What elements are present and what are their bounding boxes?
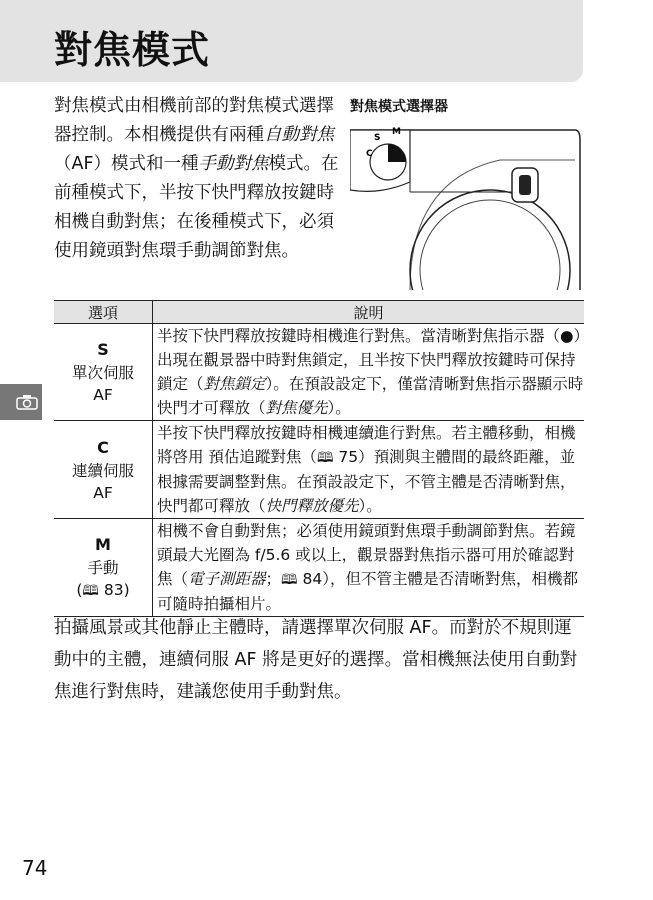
selector-m-label: M: [392, 127, 401, 137]
option-cell: [54, 421, 153, 519]
page-ref[interactable]: 75: [338, 448, 359, 466]
book-icon: 🕮: [281, 572, 298, 588]
desc-text: ），但不管主體是否清晰對焦，相機都可隨時拍攝相片。: [157, 570, 578, 613]
mode-name: 單次伺服: [71, 364, 134, 382]
intro-text-3: 模式。在前種模式下，半按下快門釋放按鍵時相機自動對焦；在後種模式下，必須使用鏡頭對焦環手動調節對焦。: [54, 154, 339, 261]
description-cell: [153, 324, 585, 421]
description-cell: [153, 421, 585, 519]
mode-sub: (🕮 83): [54, 579, 152, 602]
intro-text-2: （AF）模式和一種: [54, 154, 199, 174]
selector-c-label: C: [366, 149, 373, 159]
desc-text: ）。: [327, 399, 351, 417]
table-header-row: [54, 301, 584, 324]
book-icon: 🕮: [316, 450, 334, 466]
header-description: 說明: [153, 301, 585, 324]
mode-letter: S: [97, 340, 109, 359]
desc-term: 快門釋放優先: [265, 497, 359, 515]
book-icon: 🕮: [82, 583, 99, 599]
chapter-tab: [0, 384, 42, 420]
mode-sub: AF: [93, 483, 113, 502]
mode-name: 連續伺服: [71, 461, 134, 480]
desc-term: 電子測距器: [188, 570, 266, 588]
closing-paragraph: 拍攝風景或其他靜止主體時，請選擇單次伺服 AF。而對於不規則運動中的主體，連續伺服 AF 將是更好的選擇。當相機無法使用自動對焦進行對焦時，建議您使用手動對焦。: [54, 618, 578, 702]
table-row: [54, 324, 584, 421]
intro-term-manual: 手動對焦: [198, 154, 269, 174]
figure-caption: 對焦模式選擇器: [350, 99, 448, 115]
intro-text-1: 對焦模式由相機前部的對焦模式選擇器控制。本相機提供有兩種: [54, 96, 334, 145]
desc-text: ）。在預設設定下，僅當清晰對焦指示器顯示時快門才可釋放（: [157, 375, 584, 417]
table-row: [54, 421, 584, 519]
intro-paragraph: [54, 92, 344, 266]
option-cell: [54, 519, 153, 617]
camera-icon: [16, 394, 38, 410]
desc-text: ）。: [358, 497, 382, 515]
description-cell: 相機不會自動對焦；必須使用鏡頭對焦環手動調節對焦。若鏡頭最大光圈為 f/5.6 或以上，觀景器對焦指示器可用於確認對焦（電子測距器；🕮 84），但不管主體是否清晰對焦，相機都可隨時拍攝相片。: [153, 519, 585, 617]
desc-text: ）預測與主體間的最終距離，並根據需要調整對焦。在預設設定下，不管主體是否清晰對焦，快門都可釋放（: [157, 448, 576, 515]
table-row: [54, 519, 584, 617]
mode-letter: M: [95, 535, 111, 554]
option-cell: [54, 324, 153, 421]
desc-text: 半按下快門釋放按鍵時相機進行對焦。當清晰對焦指示器（●）出現在觀景器中時對焦鎖定，且半按下快門釋放按鍵時可保持鎖定（: [157, 327, 582, 393]
desc-text: 半按下快門釋放按鍵時相機連續進行對焦。若主體移動，相機將啓用 預估追蹤對焦（: [157, 424, 576, 466]
desc-term: 對焦鎖定: [203, 375, 266, 393]
focus-mode-table: [54, 300, 584, 617]
title-bar: [0, 0, 583, 82]
header-option: 選項: [54, 301, 153, 324]
mode-letter: C: [97, 437, 109, 457]
mode-sub: AF: [93, 386, 113, 404]
desc-text: 相機不會自動對焦；必須使用鏡頭對焦環手動調節對焦。若鏡頭最大光圈為 f/5.6 或以上，觀景器對焦指示器可用於確認對焦（: [157, 522, 576, 588]
page-title: 對焦模式: [54, 28, 211, 72]
mode-name: 手動: [87, 559, 119, 577]
page-number: 74: [22, 856, 48, 880]
page-ref[interactable]: 84: [302, 570, 323, 588]
selector-s-label: S: [374, 133, 381, 143]
page-ref[interactable]: 83: [103, 581, 124, 599]
intro-term-af: 自動對焦: [264, 125, 334, 145]
camera-illustration: [350, 120, 582, 290]
desc-term: 對焦優先: [265, 399, 328, 417]
